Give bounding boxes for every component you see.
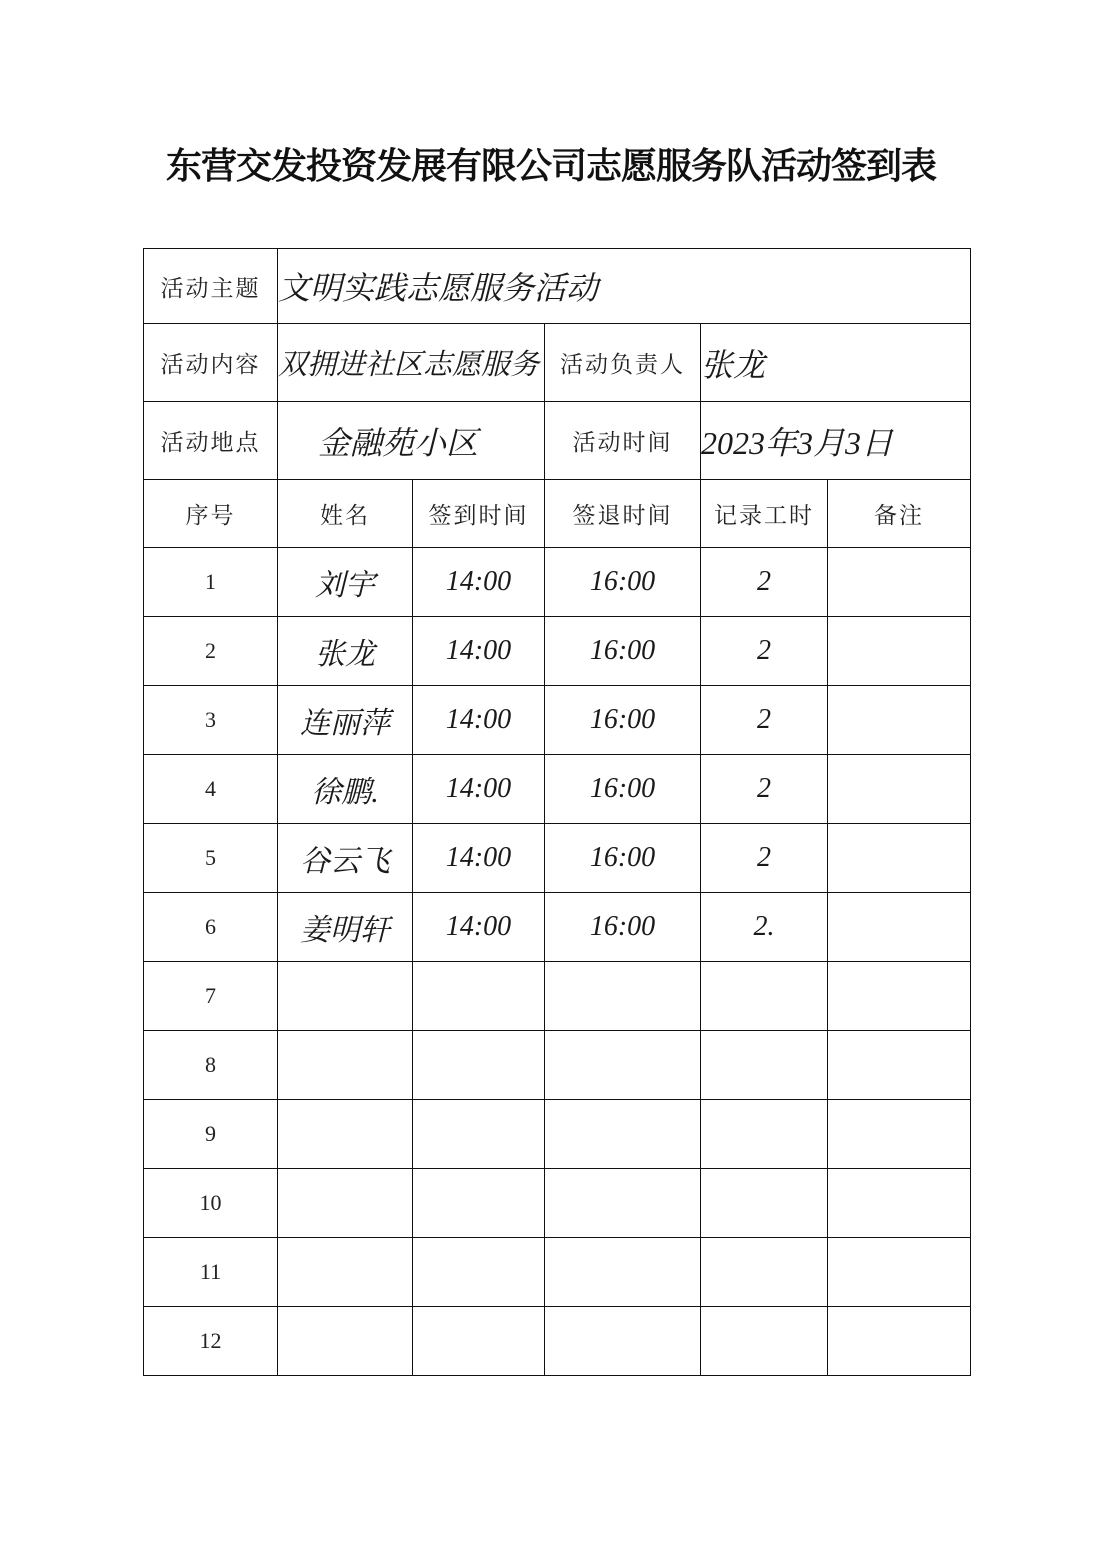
- theme-label: 活动主题: [144, 249, 278, 324]
- work-hours-cell: [701, 962, 828, 1031]
- location-label: 活动地点: [144, 402, 278, 480]
- signature-name-cell: [278, 962, 413, 1031]
- time-value: 2023年3月3日: [701, 402, 971, 480]
- work-hours-cell: [701, 1169, 828, 1238]
- theme-value: 文明实践志愿服务活动: [278, 249, 971, 324]
- sign-in-time-cell: 14:00: [413, 686, 545, 755]
- sign-out-time-cell: [545, 1307, 701, 1376]
- work-hours-cell: 2: [701, 755, 828, 824]
- remark-cell: [828, 962, 971, 1031]
- location-row: [144, 402, 971, 480]
- remark-cell: [828, 1169, 971, 1238]
- row-number-cell: 9: [144, 1100, 278, 1169]
- sign-out-time-cell: [545, 1238, 701, 1307]
- work-hours-cell: 2: [701, 824, 828, 893]
- work-hours-cell: [701, 1031, 828, 1100]
- table-row: [144, 893, 971, 962]
- remark-cell: [828, 1307, 971, 1376]
- content-row: [144, 324, 971, 402]
- col-header-sign-in: 签到时间: [413, 480, 545, 548]
- sign-out-time-cell: 16:00: [545, 824, 701, 893]
- sign-out-time-cell: 16:00: [545, 548, 701, 617]
- row-number-cell: 8: [144, 1031, 278, 1100]
- content-value: 双拥进社区志愿服务: [278, 324, 545, 402]
- table-row: [144, 548, 971, 617]
- table-row: [144, 824, 971, 893]
- table-row: [144, 617, 971, 686]
- row-number-cell: 7: [144, 962, 278, 1031]
- remark-cell: [828, 893, 971, 962]
- table-row: [144, 1169, 971, 1238]
- signature-name-cell: [278, 1238, 413, 1307]
- remark-cell: [828, 824, 971, 893]
- sign-in-time-cell: 14:00: [413, 755, 545, 824]
- remark-cell: [828, 617, 971, 686]
- row-number-cell: 2: [144, 617, 278, 686]
- signature-name-cell: 连丽萍: [278, 686, 413, 755]
- row-number-cell: 10: [144, 1169, 278, 1238]
- col-header-sign-out: 签退时间: [545, 480, 701, 548]
- signature-name-cell: [278, 1100, 413, 1169]
- signature-name-cell: 刘宇: [278, 548, 413, 617]
- table-row: [144, 1031, 971, 1100]
- sign-in-time-cell: [413, 962, 545, 1031]
- table-row: [144, 686, 971, 755]
- remark-cell: [828, 548, 971, 617]
- row-number-cell: 11: [144, 1238, 278, 1307]
- remark-cell: [828, 686, 971, 755]
- sign-in-time-cell: [413, 1307, 545, 1376]
- row-number-cell: 5: [144, 824, 278, 893]
- sign-out-time-cell: 16:00: [545, 755, 701, 824]
- table-row: [144, 755, 971, 824]
- sign-out-time-cell: [545, 1100, 701, 1169]
- col-header-no: 序号: [144, 480, 278, 548]
- row-number-cell: 1: [144, 548, 278, 617]
- sign-in-time-cell: [413, 1169, 545, 1238]
- remark-cell: [828, 1238, 971, 1307]
- col-header-remark: 备注: [828, 480, 971, 548]
- sign-in-time-cell: 14:00: [413, 893, 545, 962]
- sign-out-time-cell: 16:00: [545, 893, 701, 962]
- sign-in-time-cell: [413, 1100, 545, 1169]
- sign-out-time-cell: 16:00: [545, 617, 701, 686]
- signature-name-cell: 张龙: [278, 617, 413, 686]
- work-hours-cell: [701, 1307, 828, 1376]
- row-number-cell: 3: [144, 686, 278, 755]
- row-number-cell: 4: [144, 755, 278, 824]
- sign-out-time-cell: [545, 1169, 701, 1238]
- page-title: 东营交发投资发展有限公司志愿服务队活动签到表: [165, 145, 936, 187]
- sign-out-time-cell: [545, 1031, 701, 1100]
- col-header-hours: 记录工时: [701, 480, 828, 548]
- content-label: 活动内容: [144, 324, 278, 402]
- signature-name-cell: 姜明轩: [278, 893, 413, 962]
- sign-in-table: [143, 248, 971, 1376]
- row-number-cell: 6: [144, 893, 278, 962]
- signature-name-cell: [278, 1169, 413, 1238]
- table-row: [144, 1307, 971, 1376]
- work-hours-cell: 2: [701, 686, 828, 755]
- work-hours-cell: [701, 1100, 828, 1169]
- signature-name-cell: [278, 1031, 413, 1100]
- work-hours-cell: 2.: [701, 893, 828, 962]
- row-number-cell: 12: [144, 1307, 278, 1376]
- signature-name-cell: 徐鹏.: [278, 755, 413, 824]
- remark-cell: [828, 1031, 971, 1100]
- sign-out-time-cell: 16:00: [545, 686, 701, 755]
- table-row: [144, 1238, 971, 1307]
- work-hours-cell: 2: [701, 617, 828, 686]
- leader-value: 张龙: [701, 324, 971, 402]
- table-row: [144, 962, 971, 1031]
- theme-row: [144, 249, 971, 324]
- signature-name-cell: [278, 1307, 413, 1376]
- col-header-name: 姓名: [278, 480, 413, 548]
- work-hours-cell: [701, 1238, 828, 1307]
- signature-name-cell: 谷云飞: [278, 824, 413, 893]
- time-label: 活动时间: [545, 402, 701, 480]
- sign-in-time-cell: 14:00: [413, 824, 545, 893]
- location-value: 金融苑小区: [278, 402, 545, 480]
- leader-label: 活动负责人: [545, 324, 701, 402]
- sign-in-time-cell: [413, 1031, 545, 1100]
- remark-cell: [828, 1100, 971, 1169]
- sign-out-time-cell: [545, 962, 701, 1031]
- header-row: [144, 480, 971, 548]
- sign-in-time-cell: 14:00: [413, 548, 545, 617]
- work-hours-cell: 2: [701, 548, 828, 617]
- sign-in-time-cell: [413, 1238, 545, 1307]
- remark-cell: [828, 755, 971, 824]
- sign-in-time-cell: 14:00: [413, 617, 545, 686]
- table-row: [144, 1100, 971, 1169]
